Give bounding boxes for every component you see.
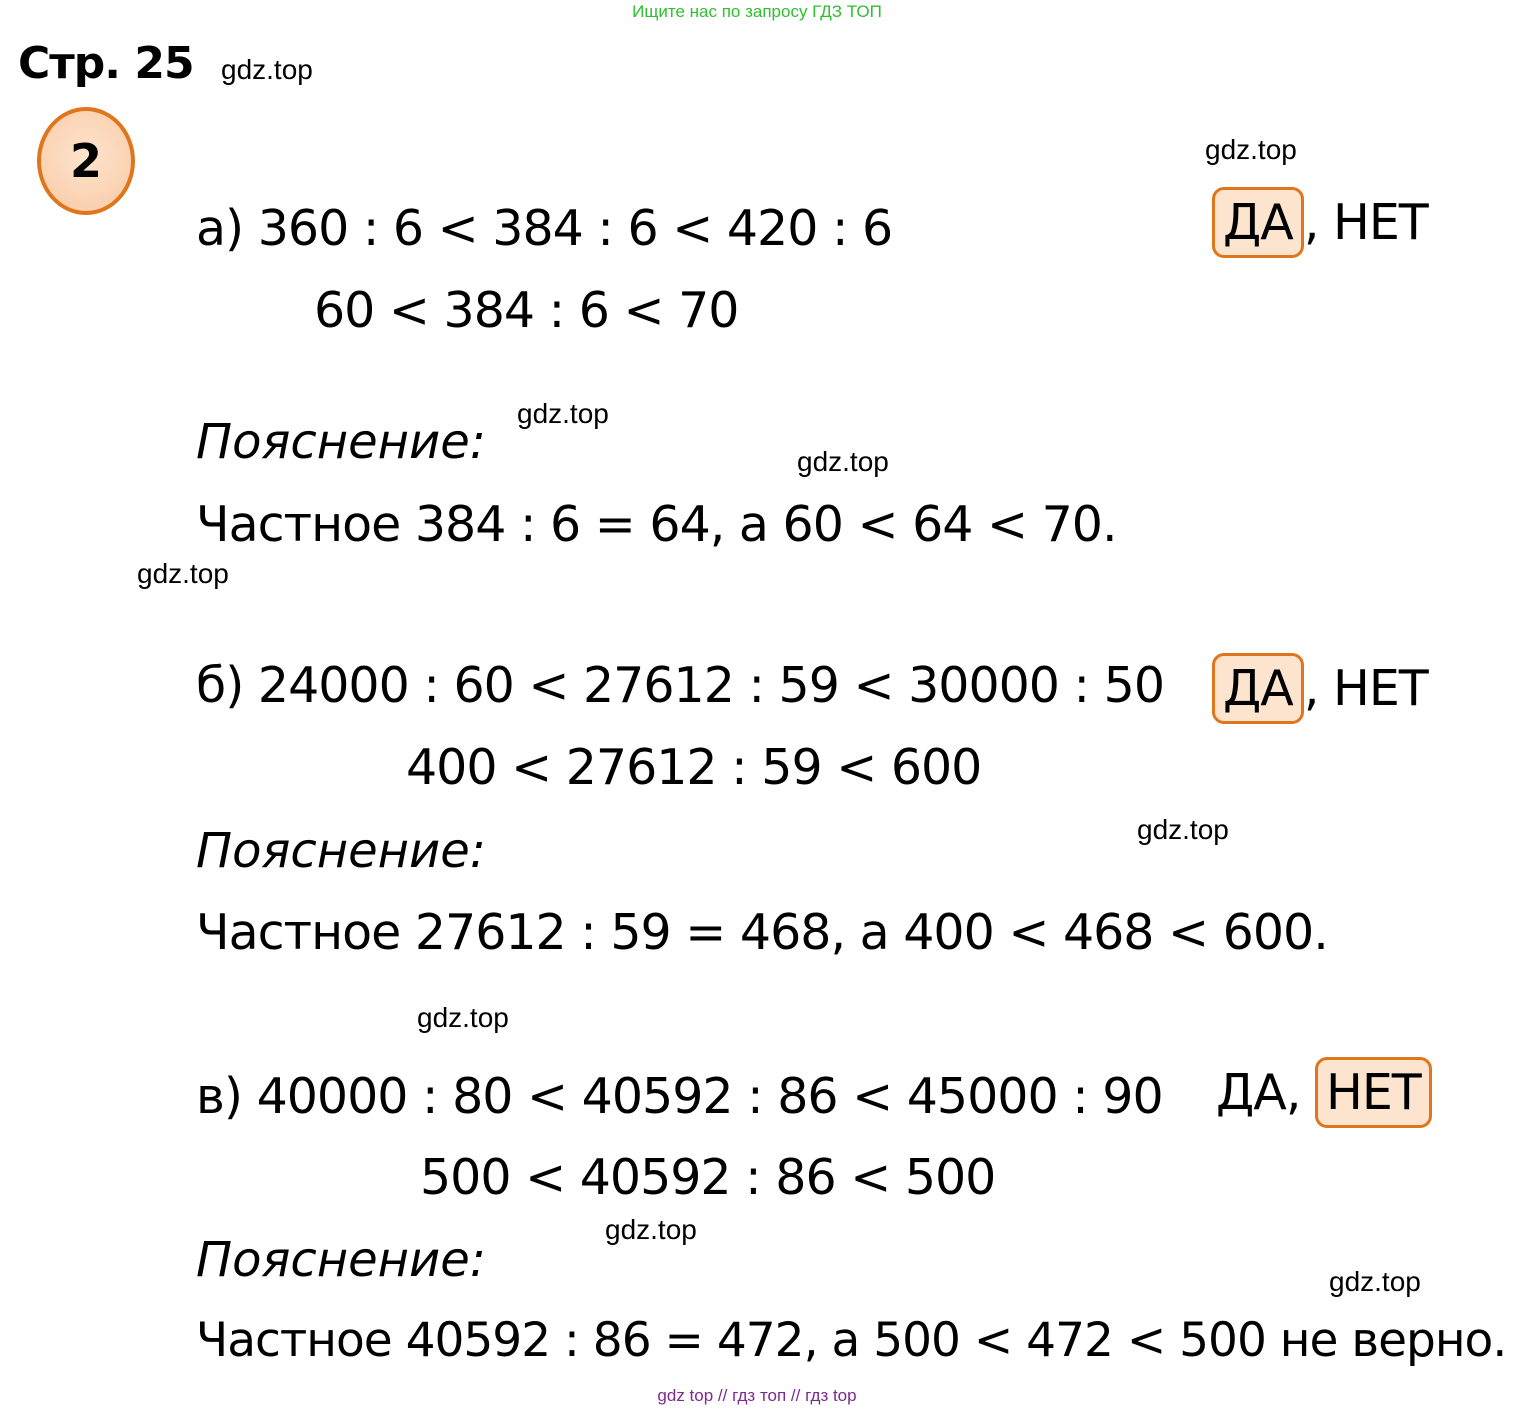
part-a-estimate: 60 < 384 : 6 < 70 <box>314 282 739 339</box>
answer-no: НЕТ <box>1332 194 1428 251</box>
watermark: gdz.top <box>417 1002 509 1033</box>
part-b-estimate: 400 < 27612 : 59 < 600 <box>406 739 982 796</box>
part-a-explanation: Частное 384 : 6 = 64, а 60 < 64 < 70. <box>196 496 1117 553</box>
part-a-expression: а) 360 : 6 < 384 : 6 < 420 : 6 <box>196 200 893 257</box>
part-b-explanation: Частное 27612 : 59 = 468, а 400 < 468 < 600. <box>196 904 1328 961</box>
answer-no-selected: НЕТ <box>1315 1057 1432 1128</box>
answer-no: НЕТ <box>1332 660 1428 717</box>
part-c-explanation: Частное 40592 : 86 = 472, а 500 < 472 < 500 не верно. <box>196 1313 1507 1368</box>
part-a-explanation-label: Пояснение: <box>196 414 486 470</box>
answer-comma: , <box>1303 660 1319 717</box>
footer-watermark: gdz top // гдз топ // гдз top <box>657 1386 857 1405</box>
answer-comma: , <box>1303 194 1319 251</box>
part-b-answer <box>1212 653 1428 724</box>
answer-comma: , <box>1285 1064 1301 1121</box>
task-number-badge <box>37 107 135 215</box>
task-number: 2 <box>69 134 102 188</box>
part-c-expression: в) 40000 : 80 < 40592 : 86 < 45000 : 90 <box>196 1068 1163 1125</box>
watermark: gdz.top <box>1329 1266 1421 1297</box>
answer-yes: ДА <box>1216 1064 1286 1121</box>
watermark: gdz.top <box>1137 814 1229 845</box>
watermark: gdz.top <box>605 1214 697 1245</box>
watermark: gdz.top <box>221 54 313 85</box>
part-c-explanation-label: Пояснение: <box>196 1232 486 1288</box>
watermark: gdz.top <box>1205 134 1297 165</box>
watermark: gdz.top <box>517 398 609 429</box>
watermark: gdz.top <box>797 446 889 477</box>
page-title: Стр. 25 <box>18 38 194 89</box>
answer-yes-selected: ДА <box>1212 653 1304 724</box>
answer-yes-selected: ДА <box>1212 187 1304 258</box>
part-b-explanation-label: Пояснение: <box>196 823 486 879</box>
part-b-expression: б) 24000 : 60 < 27612 : 59 < 30000 : 50 <box>196 657 1164 714</box>
part-c-estimate: 500 < 40592 : 86 < 500 <box>420 1149 996 1206</box>
watermark: gdz.top <box>137 558 229 589</box>
part-a-answer <box>1212 187 1428 258</box>
part-c-answer <box>1216 1057 1432 1128</box>
top-banner: Ищите нас по запросу ГДЗ ТОП <box>632 2 882 21</box>
